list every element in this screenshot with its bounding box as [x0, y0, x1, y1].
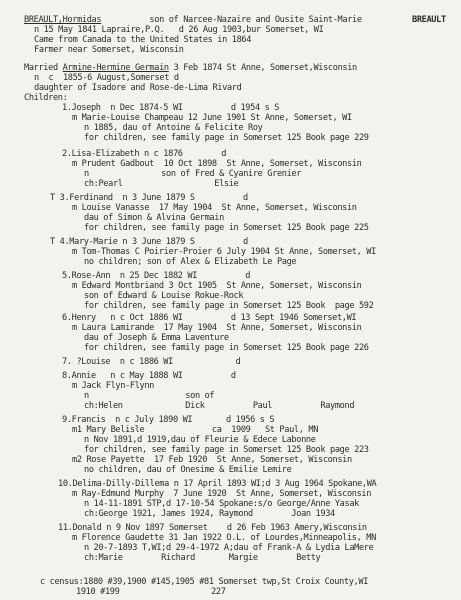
text-line — [84, 499, 359, 509]
text-line — [40, 577, 368, 587]
text-segment: dau of Simon & Alvina Germain — [84, 213, 224, 223]
text-segment: m Florence Gaudette 31 Jan 1922 O.L. of Lourdes,Minneapolis, MN — [72, 533, 376, 543]
text-line — [84, 257, 296, 267]
text-segment: 7. ?Louise n c 1886 WI d — [62, 357, 241, 367]
text-line — [72, 489, 371, 499]
text-segment: 1910 #199 227 — [76, 587, 226, 597]
text-line — [84, 465, 291, 475]
text-segment: 3 Feb 1874 St Anne, Somerset,Wisconsin — [168, 63, 357, 73]
text-line — [34, 73, 179, 83]
text-line — [62, 149, 226, 159]
text-line — [84, 179, 238, 189]
text-line — [62, 415, 274, 425]
text-segment: ch:George 1921, James 1924, Raymond Joan 1934 — [84, 509, 335, 519]
text-segment: Farmer near Somerset, Wisconsin — [34, 45, 184, 55]
text-segment: n 20-7-1893 T,WI;d 29-4-1972 A;dau of Frank-A & Lydia LaMere — [84, 543, 374, 553]
text-line — [24, 63, 357, 73]
text-segment: n 15 May 1841 Lapraire,P.Q. d 26 Aug 1903,bur Somerset, WI — [34, 25, 324, 35]
text-segment: for children, see family page in Somerset 125 Book page 223 — [84, 445, 369, 455]
text-line — [34, 83, 241, 93]
text-line — [34, 45, 184, 55]
text-line — [50, 237, 248, 247]
text-line — [84, 169, 301, 179]
text-segment: 11.Donald n 9 Nov 1897 Somerset d 26 Feb 1963 Amery,Wisconsin — [58, 523, 367, 533]
text-line — [72, 113, 352, 123]
surname-corner-label: BREAULT — [412, 15, 446, 25]
text-segment: ch:Pearl Elsie — [84, 179, 239, 189]
text-line — [62, 103, 279, 113]
text-segment: Married — [24, 63, 63, 73]
text-line — [72, 425, 318, 435]
text-segment: n son of — [84, 391, 215, 401]
text-segment: ch:Helen Dick Paul Raymond — [84, 401, 355, 411]
text-line — [84, 301, 373, 311]
text-line — [72, 281, 361, 291]
text-line — [76, 587, 226, 597]
text-line — [84, 343, 369, 353]
text-segment: T 4.Mary-Marie n 3 June 1879 S d — [50, 237, 248, 247]
text-segment: 2.Lisa-Elizabeth n c 1876 d — [62, 149, 227, 159]
text-segment: for children, see family page in Somerset 125 Book page 229 — [84, 133, 369, 143]
text-line — [84, 543, 373, 553]
text-segment: m Louise Vanasse 17 May 1904 St Anne, Somerset, Wisconsin — [72, 203, 357, 213]
text-segment: ch:Marie Richard Margie Betty — [84, 553, 321, 563]
text-segment: T 3.Ferdinand n 3 June 1879 S d — [50, 193, 248, 203]
text-segment: 5.Rose-Ann n 25 Dec 1882 WI d — [62, 271, 251, 281]
text-segment: dau of Joseph & Emma Laventure — [84, 333, 229, 343]
text-line — [34, 25, 323, 35]
text-line — [84, 401, 354, 411]
text-line — [84, 291, 243, 301]
text-line — [84, 435, 316, 445]
text-segment: c census:1880 #39,1900 #145,1905 #81 Somerset twp,St Croix County,WI — [40, 577, 369, 587]
text-line — [24, 93, 67, 103]
text-line — [84, 391, 214, 401]
text-segment: m Edward Montbriand 3 Oct 1905 St Anne, Somerset, Wisconsin — [72, 281, 362, 291]
text-line — [84, 509, 335, 519]
text-line — [58, 479, 376, 489]
text-segment: for children, see family page in Somerset 125 Book page 592 — [84, 301, 374, 311]
text-line — [62, 313, 356, 323]
text-line — [50, 193, 248, 203]
text-segment: m Marie-Louise Champeau 12 June 1901 St Anne, Somerset, WI — [72, 113, 352, 123]
text-line — [34, 35, 251, 45]
text-segment: n 14-11-1891 STP,d 17-10-54 Spokane:s/o George/Anne Yasak — [84, 499, 359, 509]
text-line — [84, 123, 262, 133]
text-line — [84, 445, 369, 455]
text-segment: n 1885, dau of Antoine & Felicite Roy — [84, 123, 263, 133]
text-segment: m Laura Lamirande 17 May 1904 St Anne, Somerset, Wisconsin — [72, 323, 362, 333]
text-segment: for children, see family page in Somerset 125 Book page 226 — [84, 343, 369, 353]
text-line — [62, 371, 236, 381]
text-segment: n son of Fred & Cyanire Grenier — [84, 169, 302, 179]
text-segment: 10.Delima-Dilly-Dillema n 17 April 1893 WI;d 3 Aug 1964 Spokane,WA — [58, 479, 377, 489]
text-line — [84, 213, 224, 223]
text-line — [62, 357, 240, 367]
text-line — [84, 333, 229, 343]
text-line — [72, 381, 154, 391]
text-segment: son of Edward & Louise Rokue-Rock — [84, 291, 244, 301]
text-segment: m Prudent Gadbout 10 Oct 1898 St Anne, Somerset, Wisconsin — [72, 159, 362, 169]
underlined-name: Armine-Hermine Germain — [62, 63, 169, 73]
text-segment: daughter of Isadore and Rose-de-Lima Rivard — [34, 83, 242, 93]
text-line — [72, 247, 376, 257]
underlined-name: BREAULT,Hormidas — [24, 15, 102, 25]
text-segment: m Tom-Thomas C Poirier-Proier 6 July 1904 St Anne, Somerset, WI — [72, 247, 376, 257]
text-segment: 8.Annie n c May 1888 WI d — [62, 371, 236, 381]
text-segment: 1.Joseph n Dec 1874-5 WI d 1954 s S — [62, 103, 280, 113]
text-segment: Children: — [24, 93, 68, 103]
text-line — [84, 553, 320, 563]
text-segment: no children; son of Alex & Elizabeth Le Page — [84, 257, 297, 267]
text-line — [72, 323, 361, 333]
text-segment: 9.Francis n c July 1890 WI d 1956 s S — [62, 415, 275, 425]
text-segment: 6.Henry n c Oct 1886 WI d 13 Sept 1946 Somerset,WI — [62, 313, 357, 323]
text-segment: n c 1855-6 August,Somerset d — [34, 73, 179, 83]
text-segment: m1 Mary Belisle ca 1909 St Paul, MN — [72, 425, 319, 435]
text-line — [84, 133, 369, 143]
text-segment: m2 Rose Payette 17 Feb 1920 St Anne, Somerset, Wisconsin — [72, 455, 352, 465]
text-segment: n Nov 1891,d 1919,dau of Fleurie & Edece Labonne — [84, 435, 316, 445]
text-segment: son of Narcee-Nazaire and Ousite Saint-Marie — [101, 15, 362, 25]
text-line — [72, 455, 352, 465]
text-line — [62, 271, 250, 281]
text-segment: no children, dau of Onesime & Emilie Lemire — [84, 465, 292, 475]
text-segment: Came from Canada to the United States in 1864 — [34, 35, 252, 45]
text-segment: for children, see family page in Somerset 125 Book page 225 — [84, 223, 369, 233]
text-line — [72, 533, 376, 543]
text-line — [24, 15, 362, 25]
text-line — [58, 523, 367, 533]
text-line — [72, 159, 361, 169]
text-segment: m Jack Flyn-Flynn — [72, 381, 155, 391]
text-segment: m Ray-Edmund Murphy 7 June 1920 St Anne, Somerset, Wisconsin — [72, 489, 372, 499]
text-line — [72, 203, 357, 213]
text-line — [84, 223, 369, 233]
